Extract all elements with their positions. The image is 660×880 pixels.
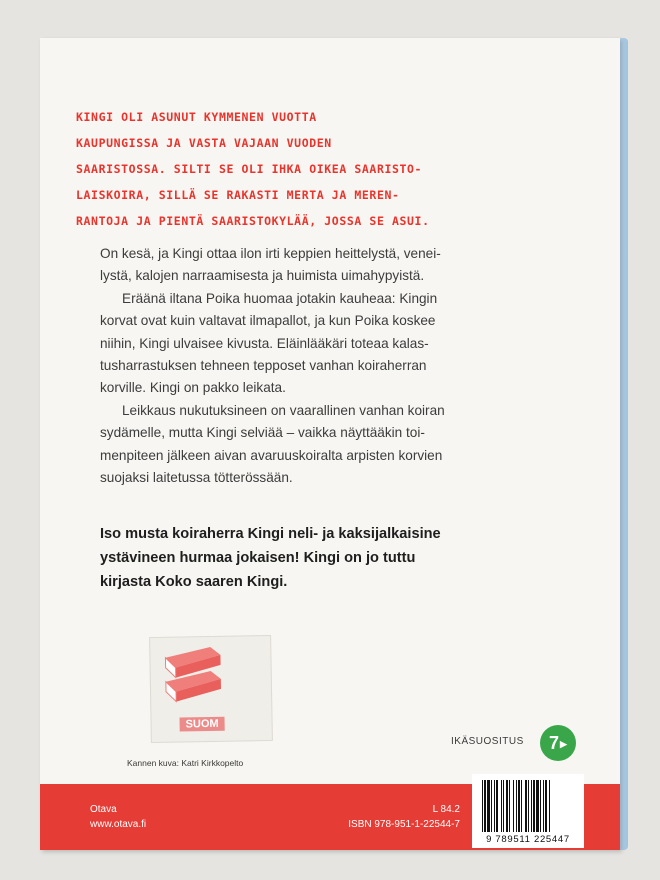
class-code: L 84.2 bbox=[432, 804, 460, 815]
body-line: On kesä, ja Kingi ottaa ilon irti keppien heittelystä, venei- bbox=[100, 246, 441, 261]
cover-credit: Kannen kuva: Katri Kirkkopelto bbox=[127, 758, 244, 768]
teaser-line: ystävineen hurmaa jokaisen! Kingi on jo tuttu bbox=[100, 550, 416, 566]
publisher-info bbox=[90, 802, 146, 832]
barcode-bar bbox=[543, 780, 544, 832]
teaser-line: kirjasta Koko saaren Kingi. bbox=[100, 574, 288, 590]
barcode-bar bbox=[487, 780, 490, 832]
body-line: Eräänä iltana Poika huomaa jotakin kauheaa: Kingin bbox=[122, 290, 438, 306]
blurb-line: SAARISTOSSA. SILTI SE OLI IHKA OIKEA SAARISTO- bbox=[76, 162, 423, 176]
barcode-bar bbox=[501, 780, 502, 832]
barcode bbox=[472, 774, 584, 848]
barcode-bar bbox=[503, 780, 504, 832]
barcode-bar bbox=[509, 780, 510, 832]
book-codes bbox=[300, 802, 460, 832]
body-line: korvat ovat kuin valtavat ilmapallot, ja kun Poika koskee bbox=[100, 313, 436, 329]
barcode-bar bbox=[484, 780, 486, 832]
publisher-url: www.otava.fi bbox=[90, 819, 147, 830]
body-line: tusharrastuksen tehneen tepposet vanhan koiraherran bbox=[100, 358, 427, 374]
body-line: Leikkaus nukutuksineen on vaarallinen vanhan koiran bbox=[122, 402, 445, 418]
barcode-bar bbox=[533, 780, 535, 832]
body-line: korville. Kingi on pakko leikata. bbox=[100, 380, 286, 396]
barcode-bars bbox=[480, 780, 576, 834]
barcode-bar bbox=[513, 780, 514, 832]
body-line: suojaksi laitetussa tötterössään. bbox=[100, 470, 293, 486]
barcode-bar bbox=[549, 780, 550, 832]
age-recommendation-label: IKÄSUOSITUS bbox=[451, 736, 524, 747]
body-line: menpiteen jälkeen aivan avaruuskoiralta arpisten korvien bbox=[100, 447, 443, 463]
barcode-bar bbox=[491, 780, 492, 832]
body-line: niihin, Kingi ulvaisee kivusta. Eläinlääkäri toteaa kalas- bbox=[100, 335, 429, 351]
age-value: 7 bbox=[549, 733, 560, 753]
teaser-text bbox=[100, 522, 536, 594]
barcode-bar bbox=[496, 780, 498, 832]
blurb-line: KINGI OLI ASUNUT KYMMENEN VUOTTA bbox=[76, 110, 317, 124]
body-line: sydämelle, mutta Kingi selviää – vaikka näyttääkin toi- bbox=[100, 425, 425, 441]
barcode-bar bbox=[540, 780, 541, 832]
book-stack-icon bbox=[160, 645, 231, 716]
sticker-label: SUOM bbox=[179, 717, 224, 732]
isbn: ISBN 978-951-1-22544-7 bbox=[348, 819, 460, 830]
age-badge bbox=[540, 725, 576, 761]
blurb-line: KAUPUNGISSA JA VASTA VAJAAN VUODEN bbox=[76, 136, 332, 150]
blurb-line: LAISKOIRA, SILLÄ SE RAKASTI MERTA JA MEREN- bbox=[76, 188, 400, 202]
barcode-bar bbox=[521, 780, 522, 832]
description-text bbox=[100, 243, 536, 489]
barcode-number: 9 789511 225447 bbox=[486, 834, 570, 845]
intro-blurb bbox=[76, 104, 546, 234]
barcode-bar bbox=[525, 780, 527, 832]
blurb-line: RANTOJA JA PIENTÄ SAARISTOKYLÄÄ, JOSSA SE ASUI. bbox=[76, 214, 430, 228]
barcode-bar bbox=[531, 780, 532, 832]
barcode-bar bbox=[545, 780, 547, 832]
library-sticker bbox=[149, 635, 273, 743]
play-triangle-icon: ▶ bbox=[560, 739, 567, 749]
barcode-bar bbox=[494, 780, 495, 832]
publisher-name: Otava bbox=[90, 804, 117, 815]
barcode-bar bbox=[536, 780, 539, 832]
body-line: lystä, kalojen narraamisesta ja huimista uimahypyistä. bbox=[100, 268, 425, 284]
barcode-bar bbox=[516, 780, 517, 832]
barcode-bar bbox=[518, 780, 520, 832]
barcode-bar bbox=[482, 780, 483, 832]
barcode-bar bbox=[528, 780, 529, 832]
barcode-bar bbox=[506, 780, 508, 832]
teaser-line: Iso musta koiraherra Kingi neli- ja kaksijalkaisine bbox=[100, 526, 441, 542]
